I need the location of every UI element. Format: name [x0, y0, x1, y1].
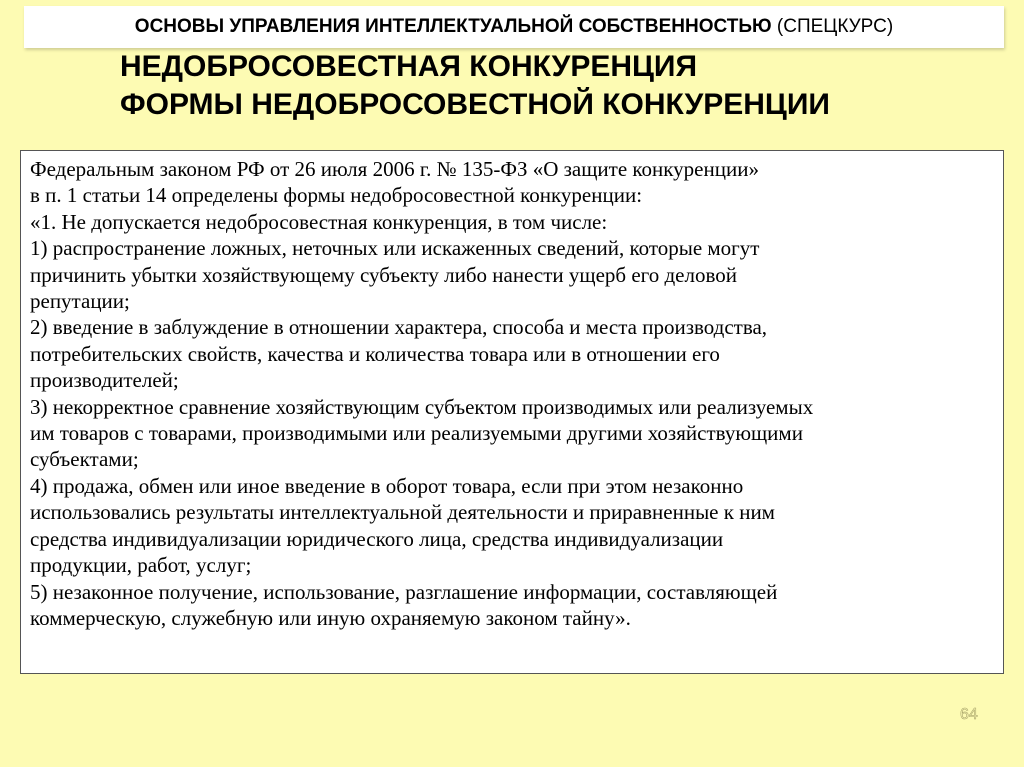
law-text-line: использовались результаты интеллектуальной деятельности и приравненные к ним — [30, 500, 775, 525]
law-text-box — [20, 150, 1004, 674]
page-number: 64 — [960, 706, 978, 723]
law-text-line: причинить убытки хозяйствующему субъекту либо нанести ущерб его деловой — [30, 262, 737, 287]
law-text-line: средства индивидуализации юридического лица, средства индивидуализации — [30, 526, 724, 551]
law-text-line: коммерческую, служебную или иную охраняемую законом тайну». — [30, 605, 631, 630]
law-text-line: «1. Не допускается недобросовестная конкуренция, в том числе: — [30, 209, 608, 234]
law-text-line: производителей; — [30, 368, 179, 393]
law-text-line: репутации; — [30, 289, 130, 314]
law-text-line: продукции, работ, услуг; — [30, 553, 252, 578]
law-text-line: 5) незаконное получение, использование, разглашение информации, составляющей — [30, 579, 778, 604]
law-text-line: субъектами; — [30, 447, 139, 472]
law-text-line: 4) продажа, обмен или иное введение в оборот товара, если при этом незаконно — [30, 473, 744, 498]
law-text-line: им товаров с товарами, производимыми или реализуемыми другими хозяйствующими — [30, 421, 803, 446]
slide-title — [120, 48, 980, 124]
slide-title-line-2: ФОРМЫ НЕДОБРОСОВЕСТНОЙ КОНКУРЕНЦИИ — [120, 88, 830, 121]
course-title-note: (СПЕЦКУРС) — [776, 16, 894, 37]
law-text-line: потребительских свойств, качества и количества товара или в отношении его — [30, 341, 720, 366]
law-text-line: Федеральным законом РФ от 26 июля 2006 г. № 135-ФЗ «О защите конкуренции» — [30, 157, 759, 181]
law-text-line: в п. 1 статьи 14 определены формы недобросовестной конкуренции: — [30, 183, 643, 208]
course-header-bar — [24, 6, 1004, 48]
law-text-line: 1) распространение ложных, неточных или искаженных сведений, которые могут — [30, 236, 760, 261]
slide-title-line-1: НЕДОБРОСОВЕСТНАЯ КОНКУРЕНЦИЯ — [120, 50, 698, 83]
course-title — [135, 16, 893, 38]
law-text-line: 2) введение в заблуждение в отношении характера, способа и места производства, — [30, 315, 768, 340]
law-text-line: 3) некорректное сравнение хозяйствующим субъектом производимых или реализуемых — [30, 394, 814, 419]
course-title-main: ОСНОВЫ УПРАВЛЕНИЯ ИНТЕЛЛЕКТУАЛЬНОЙ СОБСТВЕННОСТЬЮ — [134, 16, 772, 37]
